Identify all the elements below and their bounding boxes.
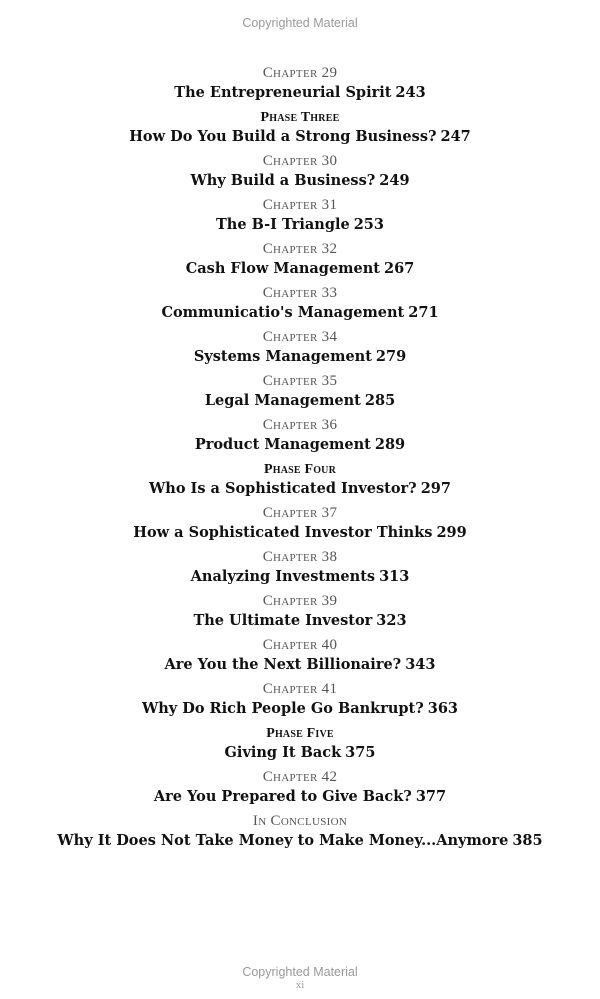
toc-title xyxy=(0,567,600,589)
phase-label: Phase Four xyxy=(263,462,337,477)
chapter-label: Chapter 37 xyxy=(262,505,338,521)
toc-title xyxy=(0,391,600,413)
toc-entry xyxy=(0,372,600,416)
toc-title-text: Why Build a Business? xyxy=(190,172,376,189)
toc-title xyxy=(0,787,600,809)
toc-title xyxy=(0,523,600,545)
toc-title-text: How a Sophisticated Investor Thinks xyxy=(133,524,433,541)
toc-entry xyxy=(0,152,600,196)
toc-entry xyxy=(0,196,600,240)
toc-page-number: 271 xyxy=(408,304,439,321)
toc-entry xyxy=(0,64,600,108)
phase-label: Phase Three xyxy=(260,110,340,125)
toc-entry xyxy=(0,240,600,284)
toc-title xyxy=(0,171,600,193)
chapter-label: Chapter 30 xyxy=(262,153,338,169)
toc-entry xyxy=(0,636,600,680)
toc-title-text: The B-I Triangle xyxy=(216,216,350,233)
toc-entry xyxy=(0,812,600,856)
chapter-label: Chapter 34 xyxy=(262,329,338,345)
toc-title-text: Systems Management xyxy=(193,348,372,365)
toc-page-number: 247 xyxy=(440,128,471,145)
toc-entry xyxy=(0,328,600,372)
toc-page-number: 375 xyxy=(345,744,376,761)
toc-title-text: Communicatio's Management xyxy=(161,304,405,321)
toc-page-number: 249 xyxy=(379,172,410,189)
toc-entry xyxy=(0,768,600,812)
toc-entry xyxy=(0,724,600,768)
toc-page-number: 267 xyxy=(383,260,415,277)
copyright-watermark-bottom: Copyrighted Material xyxy=(242,965,358,979)
toc-page-number: 313 xyxy=(379,568,410,585)
toc-title-text: The Ultimate Investor xyxy=(193,612,373,629)
toc-title-text: How Do You Build a Strong Business? xyxy=(129,128,437,145)
toc-entry xyxy=(0,460,600,504)
toc-title-text: Why Do Rich People Go Bankrupt? xyxy=(141,700,424,717)
toc-page-number: 289 xyxy=(374,436,406,453)
table-of-contents xyxy=(0,64,600,856)
toc-page-number: 363 xyxy=(427,700,459,717)
toc-page-number: 377 xyxy=(415,788,447,805)
toc-title xyxy=(0,127,600,149)
toc-title-text: Giving It Back xyxy=(224,744,342,761)
toc-page-number: 285 xyxy=(364,392,396,409)
chapter-label: Chapter 35 xyxy=(262,373,338,389)
toc-page-number: 243 xyxy=(395,84,426,101)
chapter-label: Chapter 40 xyxy=(262,637,338,653)
toc-title xyxy=(0,303,600,325)
chapter-label: Chapter 42 xyxy=(262,769,338,785)
chapter-label: In Conclusion xyxy=(252,813,348,829)
toc-page-number: 385 xyxy=(512,832,543,849)
toc-entry xyxy=(0,680,600,724)
phase-label: Phase Five xyxy=(266,726,334,741)
chapter-label: Chapter 32 xyxy=(262,241,338,257)
toc-title xyxy=(0,611,600,633)
toc-entry xyxy=(0,592,600,636)
toc-page-number: 253 xyxy=(353,216,384,233)
copyright-watermark-top: Copyrighted Material xyxy=(242,16,358,30)
toc-title xyxy=(0,259,600,281)
toc-page-number: 297 xyxy=(420,480,451,497)
toc-title xyxy=(0,655,600,677)
toc-title-text: Why It Does Not Take Money to Make Money...Anymore xyxy=(57,832,509,849)
page-number: xi xyxy=(295,979,305,991)
toc-title-text: The Entrepreneurial Spirit xyxy=(174,84,392,101)
toc-entry xyxy=(0,548,600,592)
toc-title-text: Product Management xyxy=(194,436,371,453)
toc-entry xyxy=(0,416,600,460)
chapter-label: Chapter 29 xyxy=(262,65,338,81)
toc-page-number: 299 xyxy=(436,524,467,541)
toc-title xyxy=(0,479,600,501)
toc-title-text: Who Is a Sophisticated Investor? xyxy=(149,480,417,497)
toc-entry xyxy=(0,504,600,548)
toc-title-text: Are You the Next Billionaire? xyxy=(164,656,402,673)
toc-title xyxy=(0,699,600,721)
toc-title xyxy=(0,435,600,457)
toc-title xyxy=(0,831,600,853)
chapter-label: Chapter 31 xyxy=(262,197,338,213)
toc-title xyxy=(0,215,600,237)
toc-title-text: Cash Flow Management xyxy=(185,260,380,277)
chapter-label: Chapter 41 xyxy=(262,681,338,697)
chapter-label: Chapter 39 xyxy=(262,593,338,609)
toc-page-number: 279 xyxy=(375,348,407,365)
toc-entry xyxy=(0,108,600,152)
chapter-label: Chapter 33 xyxy=(262,285,338,301)
toc-page-number: 323 xyxy=(376,612,407,629)
chapter-label: Chapter 38 xyxy=(262,549,338,565)
toc-entry xyxy=(0,284,600,328)
toc-title-text: Analyzing Investments xyxy=(190,568,376,585)
toc-title xyxy=(0,83,600,105)
toc-title-text: Are You Prepared to Give Back? xyxy=(153,788,412,805)
toc-page-number: 343 xyxy=(405,656,436,673)
toc-title xyxy=(0,743,600,765)
toc-title xyxy=(0,347,600,369)
toc-title-text: Legal Management xyxy=(204,392,361,409)
chapter-label: Chapter 36 xyxy=(262,417,338,433)
